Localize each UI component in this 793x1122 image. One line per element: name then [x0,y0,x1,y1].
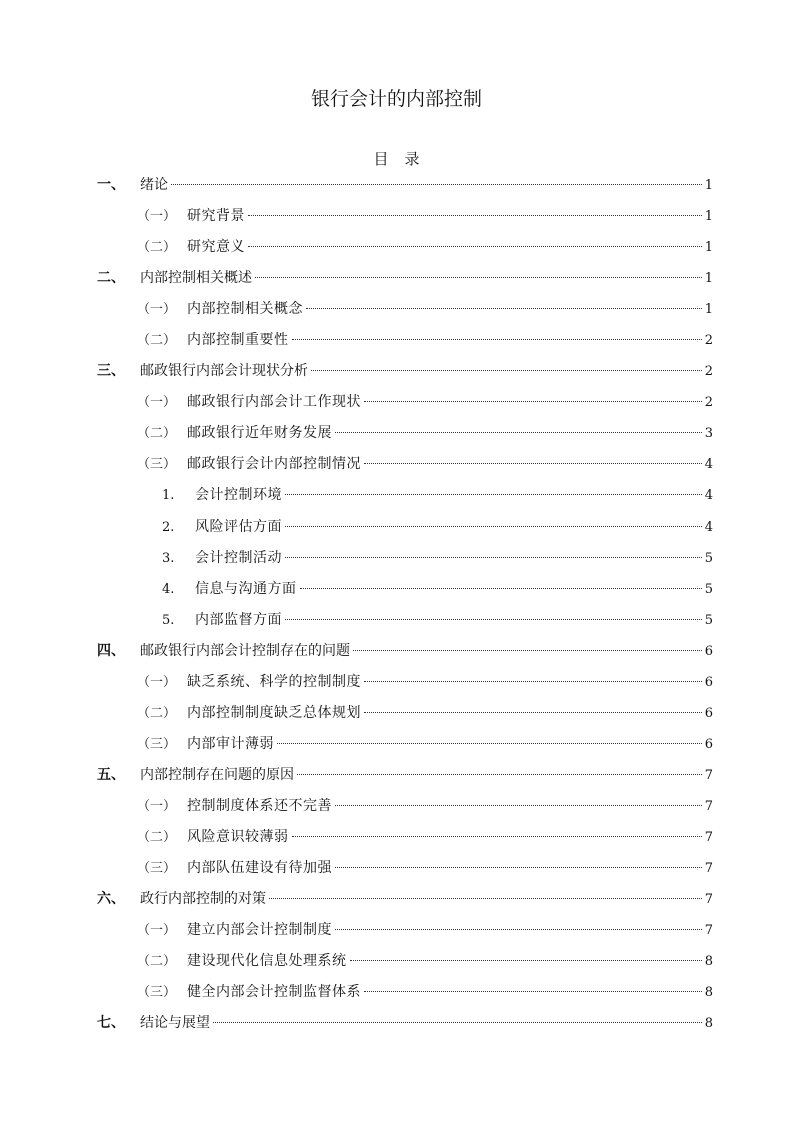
toc-entry-page: 5 [704,550,713,566]
toc-entry-page: 7 [704,798,713,814]
toc-entry-label: 邮政银行内部会计控制存在的问题 [140,642,350,659]
toc-leader-dots [255,277,702,278]
toc-entry-page: 1 [704,271,713,287]
toc-entry-label: 控制制度体系还不完善 [187,797,332,814]
toc-leader-dots [364,712,702,713]
toc-entry[interactable] [97,387,713,418]
toc-entry-label: 风险意识较薄弱 [187,828,289,845]
toc-entry-page: 1 [704,240,713,256]
toc-leader-dots [335,805,702,806]
toc-entry[interactable] [97,729,713,760]
toc-leader-dots [248,246,702,247]
toc-entry-page: 2 [704,333,713,349]
toc-entry-page: 8 [704,1016,713,1032]
toc-entry-number: （二） [137,426,177,442]
toc-entry-page: 6 [704,643,713,659]
toc-entry-page: 7 [704,767,713,783]
toc-entry[interactable] [97,791,713,822]
toc-entry-label: 绪论 [140,177,168,193]
toc-entry-number: （二） [137,829,177,845]
toc-entry-label: 内部控制相关概述 [140,270,252,287]
toc-entry-page: 5 [704,612,713,628]
toc-entry-number: （二） [137,705,177,721]
toc-entry-label: 内部队伍建设有待加强 [187,860,332,877]
toc-entry-label: 建设现代化信息处理系统 [187,953,347,970]
toc-entry-label: 内部控制重要性 [187,332,289,349]
toc-entry[interactable] [97,418,713,449]
toc-entry-label: 会计控制环境 [195,487,282,504]
toc-entry-number: （二） [137,240,177,256]
toc-entry-label: 内部审计薄弱 [187,735,274,752]
toc-entry-page: 6 [704,736,713,752]
toc-entry-number: （三） [137,457,177,473]
toc-entry[interactable] [97,263,713,294]
toc-entry[interactable] [97,822,713,853]
toc-entry-label: 内部控制相关概念 [187,301,303,318]
toc-leader-dots [335,867,702,868]
toc-entry-page: 4 [704,457,713,473]
toc-entry[interactable] [97,574,713,605]
toc-entry[interactable] [97,512,713,543]
toc-entry-number: 5. [162,612,175,628]
toc-entry-number: 四、 [97,642,125,659]
toc-entry-page: 8 [704,954,713,970]
toc-entry-label: 邮政银行内部会计现状分析 [140,363,308,380]
toc-leader-dots [285,494,702,495]
toc-entry[interactable] [97,449,713,480]
toc-entry[interactable] [97,1008,713,1039]
toc-entry-number: （一） [137,674,177,690]
toc-entry-number: （一） [137,923,177,939]
toc-entry-number: 三、 [97,363,125,380]
toc-entry[interactable] [97,294,713,325]
toc-entry-number: （三） [137,985,177,1001]
toc-leader-dots [335,432,702,433]
toc-leader-dots [285,619,702,620]
toc-entry-page: 1 [704,209,713,225]
toc-entry-page: 6 [704,705,713,721]
toc-leader-dots [285,526,702,527]
toc-entry-label: 结论与展望 [140,1015,210,1032]
toc-entry-number: 六、 [97,891,125,908]
toc-entry-page: 8 [704,985,713,1001]
toc-entry-page: 3 [704,426,713,442]
toc-leader-dots [297,774,702,775]
toc-entry-page: 4 [704,488,713,504]
toc-entry-number: 七、 [97,1015,125,1032]
toc-entry-number: （一） [137,395,177,411]
toc-entry-page: 7 [704,892,713,908]
document-title: 银行会计的内部控制 [310,88,482,110]
toc-entry-number: （一） [137,798,177,814]
toc-entry-page: 6 [704,674,713,690]
toc-leader-dots [353,650,702,651]
toc-entry-label: 邮政银行会计内部控制情况 [187,456,361,473]
toc-leader-dots [171,184,702,185]
toc-entry-page: 7 [704,829,713,845]
toc-entry[interactable] [97,232,713,263]
toc-entry-label: 会计控制活动 [195,549,282,566]
toc-entry-page: 7 [704,861,713,877]
toc-entry-label: 建立内部会计控制制度 [187,922,332,939]
toc-entry-page: 5 [704,581,713,597]
toc-entry-number: （二） [137,954,177,970]
toc-leader-dots [364,401,702,402]
toc-entry-number: （一） [137,302,177,318]
toc-leader-dots [285,557,702,558]
toc-entry-number: 3. [162,550,175,566]
toc-entry[interactable] [97,698,713,729]
toc-entry-number: （一） [137,209,177,225]
toc-heading: 目录 [373,150,436,168]
toc-leader-dots [311,370,702,371]
toc-entry-label: 内部监督方面 [195,611,282,628]
toc-entry-label: 信息与沟通方面 [195,580,297,597]
toc-leader-dots [364,991,702,992]
toc-entry-page: 2 [704,364,713,380]
toc-leader-dots [300,588,702,589]
toc-entry[interactable] [97,325,713,356]
toc-entry-number: 五、 [97,766,125,783]
toc-entry[interactable] [97,543,713,574]
toc-entry-label: 风险评估方面 [195,518,282,535]
toc-entry-page: 1 [704,302,713,318]
toc-entry-label: 邮政银行内部会计工作现状 [187,394,361,411]
toc-entry-label: 缺乏系统、科学的控制制度 [187,673,361,690]
toc-entry-number: （三） [137,736,177,752]
toc-leader-dots [292,339,702,340]
toc-entry-number: 1. [162,488,175,504]
toc-entry-label: 政行内部控制的对策 [140,891,266,908]
toc-entry[interactable] [97,946,713,977]
toc-entry[interactable] [97,977,713,1008]
toc-entry-number: 一、 [97,177,125,193]
toc-entry[interactable] [97,667,713,698]
toc-entry[interactable] [97,853,713,884]
toc-entry-label: 研究意义 [187,239,245,256]
toc-leader-dots [248,215,702,216]
toc-entry-label: 内部控制存在问题的原因 [140,766,294,783]
toc-entry[interactable] [97,915,713,946]
toc-entry-number: （三） [137,861,177,877]
toc-entry-label: 健全内部会计控制监督体系 [187,984,361,1001]
toc-entry-page: 1 [704,178,713,193]
toc-entry-number: （二） [137,333,177,349]
toc-leader-dots [306,308,702,309]
toc-entry-label: 内部控制制度缺乏总体规划 [187,704,361,721]
toc-leader-dots [364,681,702,682]
toc-leader-dots [277,743,702,744]
toc-entry[interactable] [97,201,713,232]
toc-entry-number: 2. [162,519,175,535]
toc-entry[interactable] [97,356,713,387]
toc-leader-dots [364,463,702,464]
toc-entry-page: 2 [704,395,713,411]
table-of-contents [97,170,713,1039]
toc-entry[interactable] [97,884,713,915]
toc-leader-dots [350,960,702,961]
toc-entry-page: 7 [704,923,713,939]
toc-entry-number: 4. [162,581,175,597]
toc-leader-dots [335,929,702,930]
toc-leader-dots [292,836,702,837]
toc-entry[interactable] [97,170,713,201]
toc-entry[interactable] [97,480,713,511]
toc-entry[interactable] [97,760,713,791]
toc-entry-label: 研究背景 [187,208,245,225]
toc-entry-label: 邮政银行近年财务发展 [187,425,332,442]
toc-entry-number: 二、 [97,270,125,287]
toc-entry[interactable] [97,605,713,636]
toc-leader-dots [269,898,702,899]
toc-entry[interactable] [97,636,713,667]
toc-leader-dots [213,1022,702,1023]
toc-entry-page: 4 [704,519,713,535]
